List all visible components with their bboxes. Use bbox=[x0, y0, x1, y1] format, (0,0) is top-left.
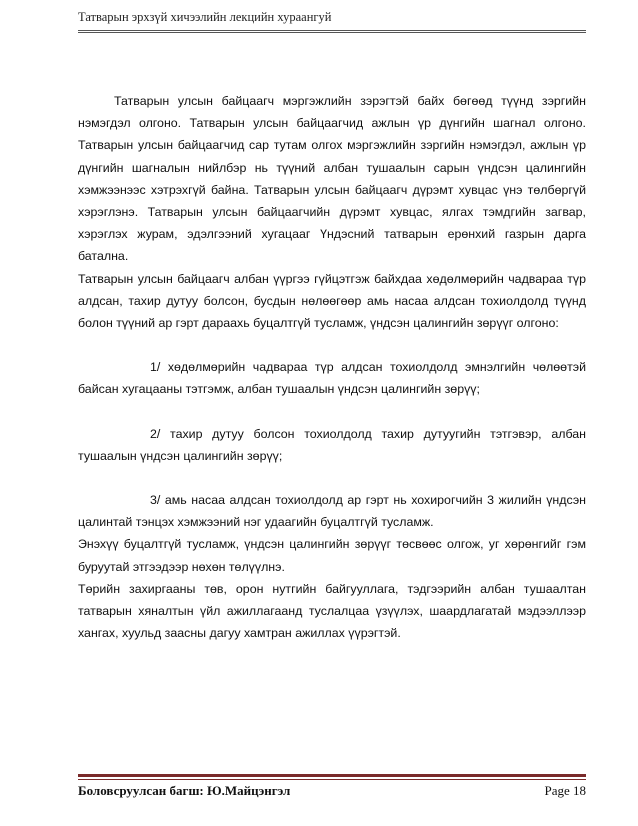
footer-divider-thin bbox=[78, 779, 586, 780]
footer-divider-thick bbox=[78, 774, 586, 777]
document-body bbox=[78, 90, 586, 644]
header-divider bbox=[78, 30, 586, 33]
paragraph-inspector-rank: Татварын улсын байцаагч мэргэжлийн зэрэгтэй байх бөгөөд түүнд зэргийн нэмэгдэл олгоно. Татварын улсын байцаагчид ажлын үр дүнгийн шагнал олгоно. Татварын улсын байцаагчид сар тутам олгох мэргэжлийн зэргийн нэмэгдэл, ажлын үр дүнгийн шагналын нийлбэр нь түүний албан тушаалын сарын үндсэн цалингийн хэмжээнээс хэтрэхгүй байна. Татварын улсын байцаагч дүрэмт хувцас үнэ төлбөргүй хэрэглэнэ. Татварын улсын байцаагчийн дүрэмт хувцас, ялгах тэмдгийн загвар, хэрэглэх журам, эдэлгээний хугацааг Үндэсний татварын ерөнхий газрын дарга батална. bbox=[78, 94, 586, 264]
paragraph-assistance-intro: Татварын улсын байцаагч албан үүргээ гүйцэтгэж байхдаа хөдөлмөрийн чадвараа түр алдсан, тахир дутуу болсон, бусдын нөлөөгөөр амь насаа алдсан тохиолдолд түүнд болон түүний ар гэрт дараахь буцалтгүй тусламж, үндсэн цалингийн зөрүүг олгоно: bbox=[78, 271, 586, 331]
paragraph-funding: Энэхүү буцалтгүй тусламж, үндсэн цалингийн зөрүүг төсвөөс олгож, уг хөрөнгийг гэм буруутай этгээдээр нөхөн төлүүлнэ. bbox=[78, 537, 586, 574]
list-item-1: 1/ хөдөлмөрийн чадвараа түр алдсан тохиолдолд эмнэлгийн чөлөөтэй байсан хугацааны тэтгэмж, албан тушаалын үндсэн цалингийн зөрүү; bbox=[78, 360, 586, 397]
footer-author: Боловсруулсан багш: Ю.Майцэнгэл bbox=[78, 783, 291, 798]
list-item-3: 3/ амь насаа алдсан тохиолдолд ар гэрт нь хохирогчийн 3 жилийн үндсэн цалинтай тэнцэх хэмжээний нэг удаагийн буцалтгүй тусламж. bbox=[78, 493, 586, 530]
list-item-2: 2/ тахир дутуу болсон тохиолдолд тахир дутуугийн тэтгэвэр, албан тушаалын үндсэн цалингийн зөрүү; bbox=[78, 426, 586, 463]
page-number: Page 18 bbox=[544, 783, 586, 798]
paragraph-cooperation: Төрийн захиргааны төв, орон нутгийн байгууллага, тэдгээрийн албан тушаалтан татварын хяналтын үйл ажиллагаанд туслалцаа үзүүлэх, шаардлагатай мэдээллээр хангах, хуульд заасны дагуу хамтран ажиллах үүрэгтэй. bbox=[78, 581, 586, 641]
page-header-title: Татварын эрхзүй хичээлийн лекцийн хураангуй bbox=[78, 10, 332, 24]
